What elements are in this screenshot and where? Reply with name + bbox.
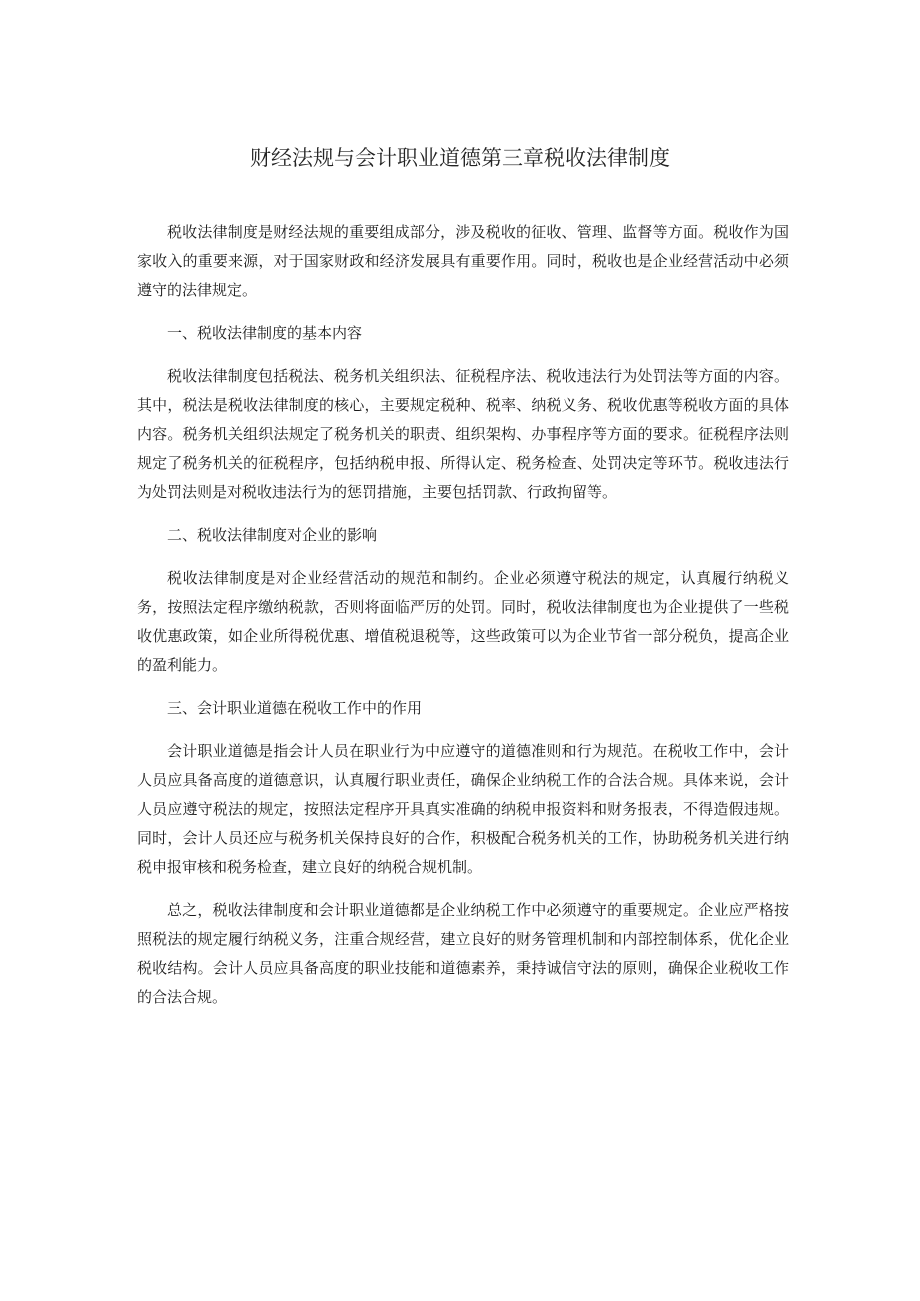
- page-title: 财经法规与会计职业道德第三章税收法律制度: [250, 146, 670, 170]
- section-heading-3: 三、会计职业道德在税收工作中的作用: [167, 699, 423, 717]
- document-body: [137, 218, 789, 1026]
- section-paragraph-3: 会计职业道德是指会计人员在职业行为中应遵守的道德准则和行为规范。在税收工作中，会计人员应具备高度的道德意识，认真履行职业责任，确保企业纳税工作的合法合规。具体来说，会计人员应遵守税法的规定，按照法定程序开具真实准确的纳税申报资料和财务报表，不得造假违规。同时，会计人员还应与税务机关保持良好的合作，积极配合税务机关的工作，协助税务机关进行纳税申报审核和税务检查，建立良好的纳税合规机制。: [137, 742, 789, 876]
- section-heading-1: 一、税收法律制度的基本内容: [167, 324, 363, 342]
- section-heading-2: 二、税收法律制度对企业的影响: [167, 526, 378, 544]
- section-paragraph-2: 税收法律制度是对企业经营活动的规范和制约。企业必须遵守税法的规定，认真履行纳税义务，按照法定程序缴纳税款，否则将面临严厉的处罚。同时，税收法律制度也为企业提供了一些税收优惠政策，如企业所得税优惠、增值税退税等，这些政策可以为企业节省一部分税负，提高企业的盈利能力。: [137, 569, 789, 674]
- conclusion-paragraph: 总之，税收法律制度和会计职业道德都是企业纳税工作中必须遵守的重要规定。企业应严格按照税法的规定履行纳税义务，注重合规经营，建立良好的财务管理机制和内部控制体系，优化企业税收结构。会计人员应具备高度的职业技能和道德素养，秉持诚信守法的原则，确保企业税收工作的合法合规。: [137, 901, 789, 1006]
- section-paragraph-1: 税收法律制度包括税法、税务机关组织法、征税程序法、税收违法行为处罚法等方面的内容。其中，税法是税收法律制度的核心，主要规定税种、税率、纳税义务、税收优惠等税收方面的具体内容。税务机关组织法规定了税务机关的职责、组织架构、办事程序等方面的要求。征税程序法则规定了税务机关的征税程序，包括纳税申报、所得认定、税务检查、处罚决定等环节。税收违法行为处罚法则是对税收违法行为的惩罚措施，主要包括罚款、行政拘留等。: [137, 367, 789, 501]
- intro-paragraph: 税收法律制度是财经法规的重要组成部分，涉及税收的征收、管理、监督等方面。税收作为国家收入的重要来源，对于国家财政和经济发展具有重要作用。同时，税收也是企业经营活动中必须遵守的法律规定。: [137, 223, 789, 299]
